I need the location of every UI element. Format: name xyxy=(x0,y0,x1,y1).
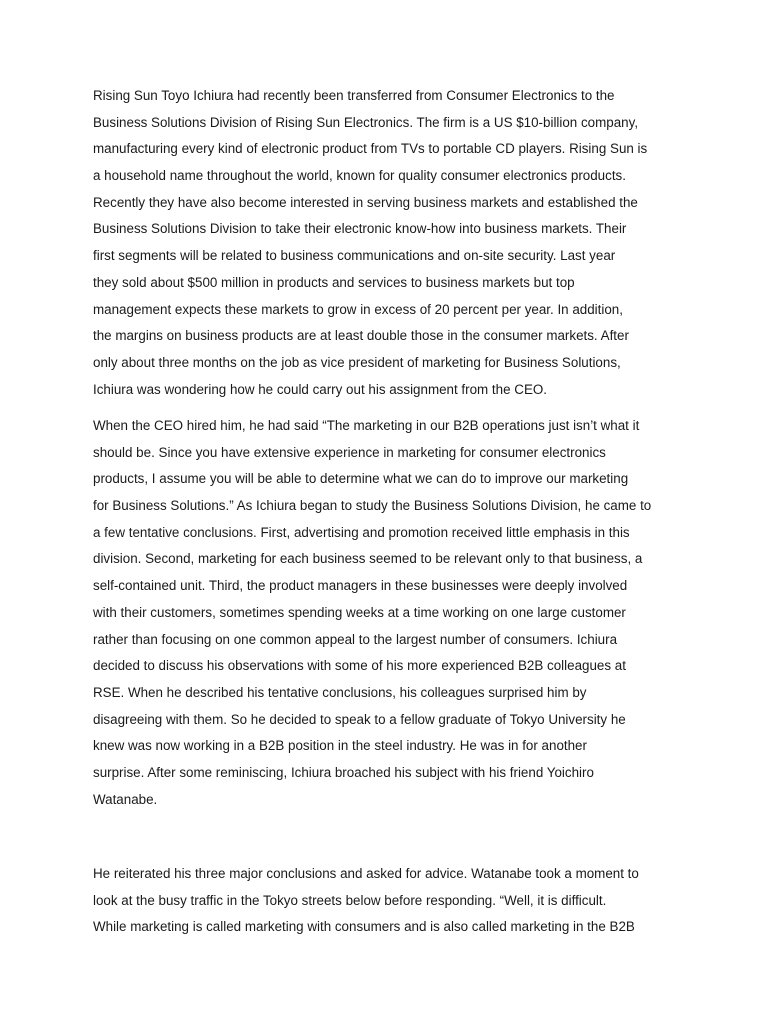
text-line: Business Solutions Division to take their electronic know-how into business markets. Their xyxy=(93,221,627,237)
text-line: only about three months on the job as vice president of marketing for Business Solutions, xyxy=(93,354,621,370)
text-line: for Business Solutions.” As Ichiura began to study the Business Solutions Division, he came to xyxy=(93,498,652,514)
text-line: knew was now working in a B2B position in the steel industry. He was in for another xyxy=(93,738,587,754)
text-line: He reiterated his three major conclusions and asked for advice. Watanabe took a moment to xyxy=(93,866,639,881)
text-line: manufacturing every kind of electronic product from TVs to portable CD players. Rising Sun is xyxy=(93,141,648,157)
text-line: division. Second, marketing for each business seemed to be relevant only to that business, a xyxy=(93,551,643,567)
text-line: products, I assume you will be able to determine what we can do to improve our marketing xyxy=(93,471,629,487)
text-line: Rising Sun Toyo Ichiura had recently been transferred from Consumer Electronics to the xyxy=(93,88,615,103)
text-line: they sold about $500 million in products and services to business markets but top xyxy=(93,274,575,290)
paragraph-3 xyxy=(93,861,683,941)
text-line: While marketing is called marketing with consumers and is also called marketing in the B2B xyxy=(93,919,635,935)
text-line: the margins on business products are at least double those in the consumer markets. After xyxy=(93,328,629,344)
text-line: Watanabe. xyxy=(93,791,158,807)
text-line: surprise. After some reminiscing, Ichiura broached his subject with his friend Yoichiro xyxy=(93,764,594,780)
text-line: disagreeing with them. So he decided to speak to a fellow graduate of Tokyo University he xyxy=(93,711,626,727)
text-line: look at the busy traffic in the Tokyo streets below before responding. “Well, it is difficult. xyxy=(93,892,607,908)
text-line: RSE. When he described his tentative conclusions, his colleagues surprised him by xyxy=(93,684,587,700)
text-line: management expects these markets to grow in excess of 20 percent per year. In addition, xyxy=(93,301,623,317)
text-line: Ichiura was wondering how he could carry out his assignment from the CEO. xyxy=(93,381,548,397)
text-line: a household name throughout the world, known for quality consumer electronics products. xyxy=(93,168,626,184)
text-line: first segments will be related to business communications and on-site security. Last year xyxy=(93,248,616,264)
text-line: with their customers, sometimes spending weeks at a time working on one large customer xyxy=(93,604,626,620)
text-line: Recently they have also become interested in serving business markets and established the xyxy=(93,194,638,210)
text-line: Business Solutions Division of Rising Sun Electronics. The firm is a US $10-billion company, xyxy=(93,114,639,130)
paragraph-1 xyxy=(93,83,683,403)
text-line: decided to discuss his observations with some of his more experienced B2B colleagues at xyxy=(93,658,626,674)
text-line: should be. Since you have extensive experience in marketing for consumer electronics xyxy=(93,444,606,460)
text-line: a few tentative conclusions. First, advertising and promotion received little emphasis in this xyxy=(93,524,630,540)
text-line: rather than focusing on one common appeal to the largest number of consumers. Ichiura xyxy=(93,631,618,647)
text-line: self-contained unit. Third, the product managers in these businesses were deeply involved xyxy=(93,578,628,594)
text-line: When the CEO hired him, he had said “The marketing in our B2B operations just isn’t what it xyxy=(93,418,640,433)
paragraph-2 xyxy=(93,413,683,813)
